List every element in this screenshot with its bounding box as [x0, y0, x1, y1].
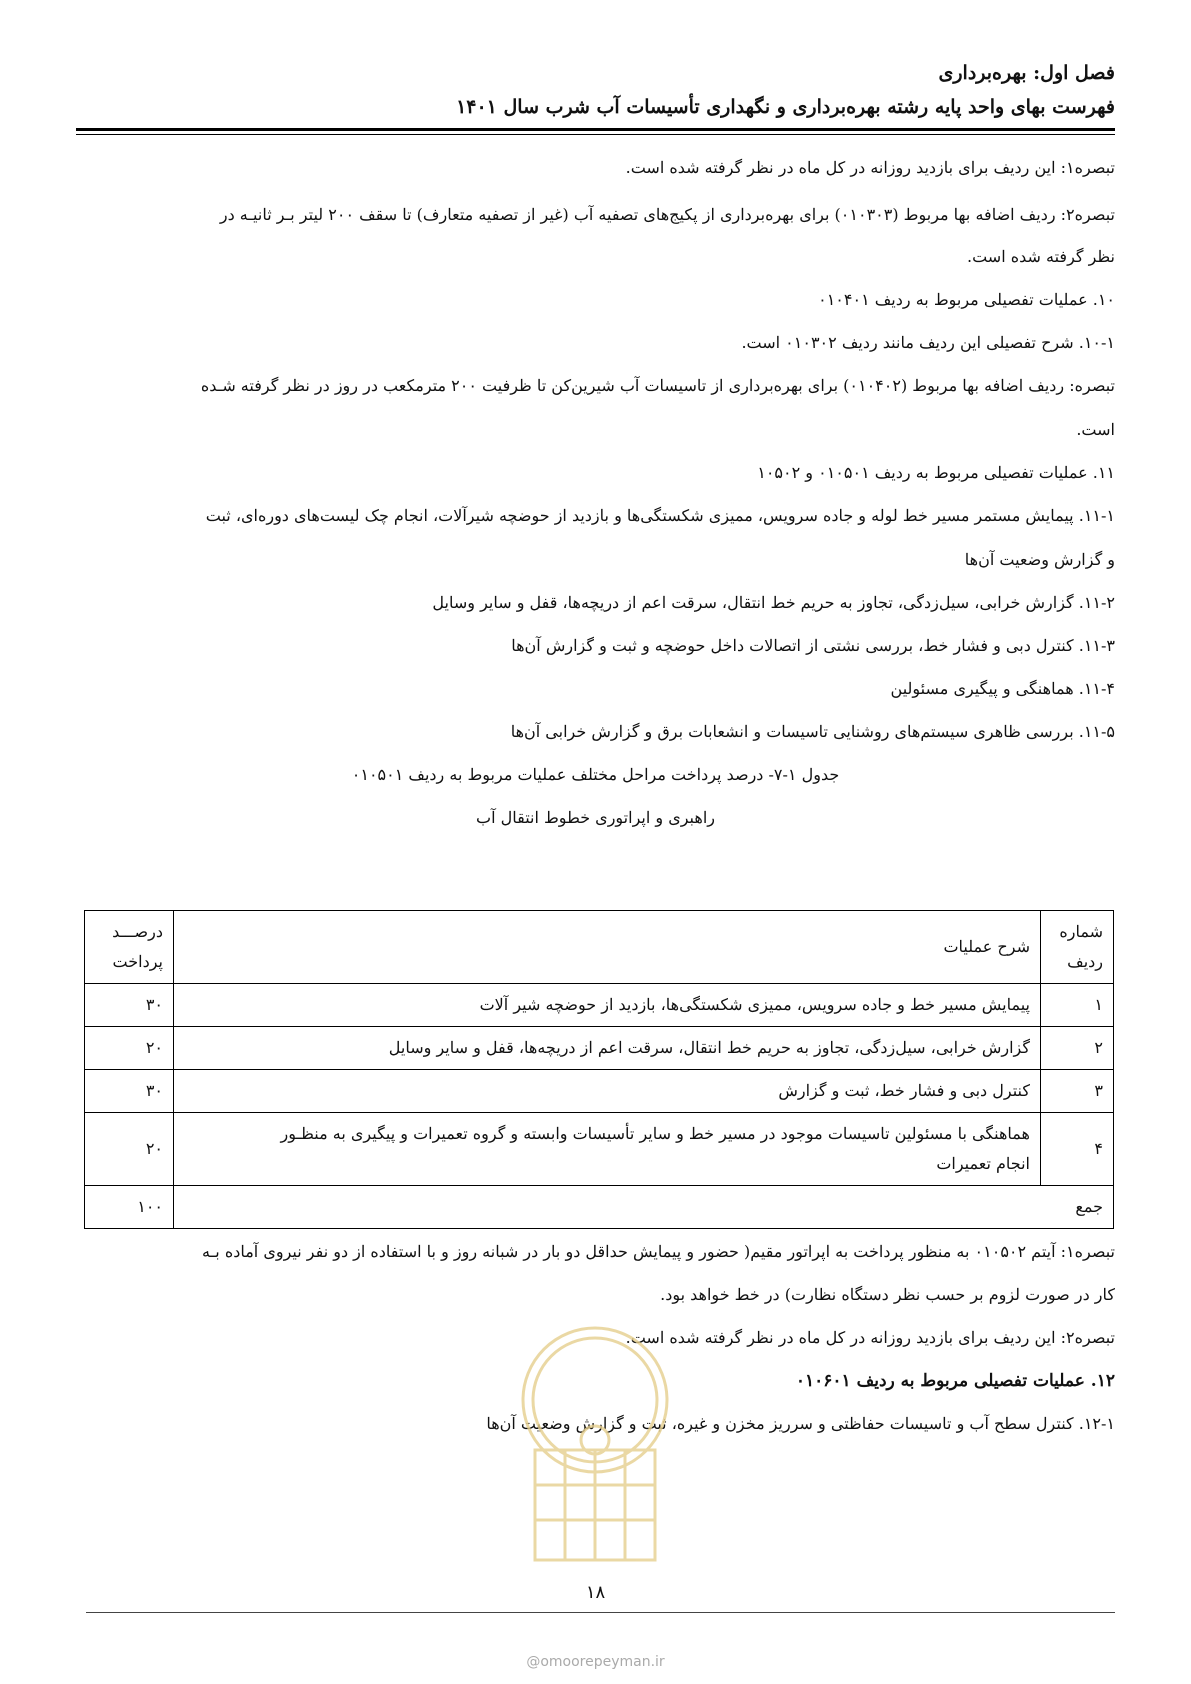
header-rule-thick [76, 128, 1115, 131]
row-number: ۲ [1041, 1027, 1114, 1070]
item-12-1: ۱۲-۱. کنترل سطح آب و تاسیسات حفاظتی و سرریز مخزن و غیره، ثبت و گزارش وضعیت آن‌ها [486, 1414, 1115, 1433]
operations-table [84, 910, 1114, 1229]
header-rule-thin [76, 134, 1115, 135]
note-5: تبصره۲: این ردیف برای بازدید روزانه در کل ماه در نظر گرفته شده است. [625, 1328, 1115, 1347]
row-percent: ۲۰ [85, 1027, 174, 1070]
row-description: کنترل دبی و فشار خط، ثبت و گزارش [174, 1070, 1041, 1113]
table-row [85, 1070, 1114, 1113]
row-description-line-1: هماهنگی با مسئولین تاسیسات موجود در مسیر خط و سایر تأسیسات وابسته و گروه تعمیرات و پیگیری به منظـور [280, 1124, 1030, 1143]
row-percent: ۳۰ [85, 1070, 174, 1113]
header-description: شرح عملیات [174, 911, 1041, 984]
item-11-5: ۱۱-۵. بررسی ظاهری سیستم‌های روشنایی تاسیسات و انشعابات برق و گزارش خرابی آن‌ها [510, 722, 1115, 741]
table-row [85, 1027, 1114, 1070]
item-11-2: ۱۱-۲. گزارش خرابی، سیل‌زدگی، تجاوز به حریم خط انتقال، سرقت اعم از دریچه‌ها، قفل و سایر وسایل [432, 593, 1115, 612]
row-number: ۴ [1041, 1113, 1114, 1186]
header-payment-percent-line-1: درصـــد [112, 922, 163, 941]
watermark-seal [505, 1310, 685, 1570]
row-description: پیمایش مسیر خط و جاده سرویس، ممیزی شکستگی‌ها، بازدید از حوضچه شیر آلات [174, 984, 1041, 1027]
note-3-line-2: است. [1076, 420, 1115, 439]
footer-rule [86, 1612, 1115, 1613]
total-percent: ۱۰۰ [85, 1186, 174, 1229]
row-description [174, 1113, 1041, 1186]
note-1: تبصره۱: این ردیف برای بازدید روزانه در کل ماه در نظر گرفته شده است. [625, 158, 1115, 177]
table-subcaption: راهبری و اپراتوری خطوط انتقال آب [476, 808, 715, 827]
note-4-line-1: تبصره۱: آیتم ۰۱۰۵۰۲ به منظور پرداخت به اپراتور مقیم( حضور و پیمایش حداقل دو بار در شبانه روز و با استفاده از دو نفر نیروی آماده بـه [202, 1242, 1115, 1261]
note-3-line-1: تبصره: ردیف اضافه بها مربوط (۰۱۰۴۰۲) برای بهره‌برداری از تاسیسات آب شیرین‌کن تا ظرفیت ۲۰۰ مترمکعب در روز در نظر گرفته شـده [200, 376, 1115, 395]
item-11-1-line-2: و گزارش وضعیت آن‌ها [964, 550, 1115, 569]
header-payment-percent [85, 911, 174, 984]
section-12-heading: ۱۲. عملیات تفصیلی مربوط به ردیف ۰۱۰۶۰۱ [795, 1371, 1115, 1391]
section-11-heading: ۱۱. عملیات تفصیلی مربوط به ردیف ۰۱۰۵۰۱ و ۱۰۵۰۲ [757, 463, 1115, 482]
row-description-line-2: انجام تعمیرات [936, 1154, 1030, 1173]
header-payment-percent-line-2: پرداخت [112, 952, 163, 971]
item-11-1-line-1: ۱۱-۱. پیمایش مستمر مسیر خط لوله و جاده سرویس، ممیزی شکستگی‌ها و بازدید از حوضچه شیرآلات، انجام چک لیست‌های دوره‌ای، ثبت [205, 506, 1115, 525]
site-watermark: @omoorepeyman.ir [526, 1654, 665, 1670]
chapter-heading: فصل اول: بهره‌برداری [938, 62, 1115, 84]
total-label: جمع [174, 1186, 1114, 1229]
table-header-row [85, 911, 1114, 984]
header-row-number [1041, 911, 1114, 984]
note-4-line-2: کار در صورت لزوم بر حسب نظر دستگاه نظارت) در خط خواهد بود. [660, 1285, 1115, 1304]
table-row [85, 984, 1114, 1027]
row-percent: ۳۰ [85, 984, 174, 1027]
row-number: ۱ [1041, 984, 1114, 1027]
table-total-row [85, 1186, 1114, 1229]
row-percent: ۲۰ [85, 1113, 174, 1186]
section-10-heading: ۱۰. عملیات تفصیلی مربوط به ردیف ۰۱۰۴۰۱ [818, 290, 1115, 309]
item-10-1: ۱۰-۱. شرح تفصیلی این ردیف مانند ردیف ۰۱۰۳۰۲ است. [741, 333, 1115, 352]
page-number: ۱۸ [585, 1582, 606, 1603]
header-row-number-line-1: شماره [1059, 922, 1103, 941]
table-caption: جدول ۱-۷- درصد پرداخت مراحل مختلف عملیات مربوط به ردیف ۰۱۰۵۰۱ [351, 765, 840, 784]
note-2-line-2: نظر گرفته شده است. [967, 247, 1115, 266]
document-title: فهرست بهای واحد پایه رشته بهره‌برداری و نگهداری تأسیسات آب شرب سال ۱۴۰۱ [456, 96, 1115, 118]
note-2-line-1: تبصره۲: ردیف اضافه بها مربوط (۰۱۰۳۰۳) برای بهره‌برداری از پکیج‌های تصفیه آب (غیر از تصفیه متعارف) تا سقف ۲۰۰ لیتر بـر ثانیـه در [219, 205, 1115, 224]
header-row-number-line-2: ردیف [1067, 952, 1103, 971]
row-number: ۳ [1041, 1070, 1114, 1113]
table-row [85, 1113, 1114, 1186]
row-description: گزارش خرابی، سیل‌زدگی، تجاوز به حریم خط انتقال، سرقت اعم از دریچه‌ها، قفل و سایر وسایل [174, 1027, 1041, 1070]
item-11-4: ۱۱-۴. هماهنگی و پیگیری مسئولین [890, 679, 1115, 698]
item-11-3: ۱۱-۳. کنترل دبی و فشار خط، بررسی نشتی از اتصالات داخل حوضچه و ثبت و گزارش آن‌ها [511, 636, 1115, 655]
